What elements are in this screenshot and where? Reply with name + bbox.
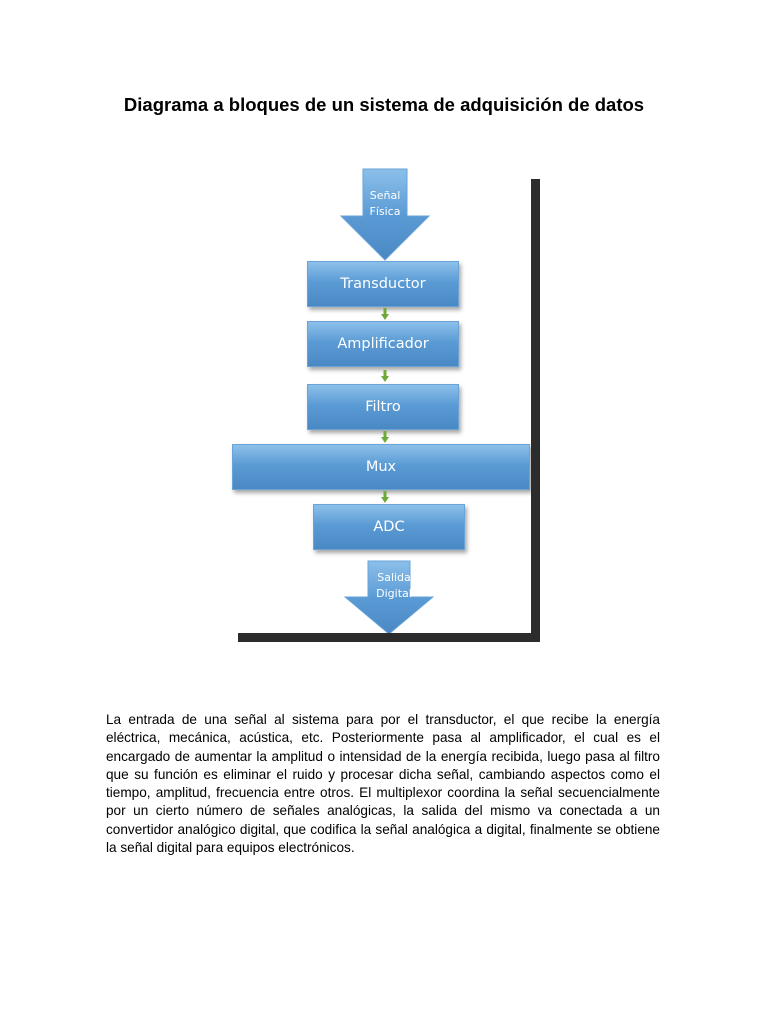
connector-arrow (381, 431, 389, 443)
connector-arrow (381, 370, 389, 382)
frame-vertical-line (531, 179, 540, 641)
output-arrow-line2: Digital (376, 587, 412, 600)
input-arrow-label (355, 188, 415, 220)
amplificador-block (307, 321, 459, 367)
adc-label: ADC (373, 519, 405, 535)
frame-horizontal-line (238, 633, 540, 642)
page-title: Diagrama a bloques de un sistema de adquisición de datos (123, 94, 645, 115)
mux-label: Mux (365, 459, 397, 475)
transductor-block (307, 261, 459, 307)
filtro-label: Filtro (365, 399, 401, 415)
connector-arrow (381, 308, 389, 320)
connector-arrow (381, 491, 389, 503)
amplificador-label: Amplificador (337, 336, 429, 352)
output-arrow-label (364, 570, 424, 602)
output-arrow-line1: Salida (377, 571, 411, 584)
adc-block (313, 504, 465, 550)
mux-block (232, 444, 530, 490)
input-arrow-line1: Señal (369, 189, 401, 202)
filtro-block (307, 384, 459, 430)
input-arrow-line2: Física (369, 205, 401, 218)
transductor-label: Transductor (340, 276, 426, 292)
body-paragraph: La entrada de una señal al sistema para por el transductor, el que recibe la energía eléctrica, mecánica, acústica, etc. Posteriormente pasa al amplificador, el cual es el encargado de aumentar la amplitud o intensidad de la energía recibida, luego pasa al filtro que su función es eliminar el ruido y procesar dicha señal, cambiando aspectos como el tiempo, amplitud, frecuencia entre otros. El multiplexor coordina la señal secuencialmente por un cierto número de señales analógicas, la salida del mismo va conectada a un convertidor analógico digital, que codifica la señal analógica a digital, finalmente se obtiene la señal digital para equipos electrónicos. (106, 712, 660, 856)
